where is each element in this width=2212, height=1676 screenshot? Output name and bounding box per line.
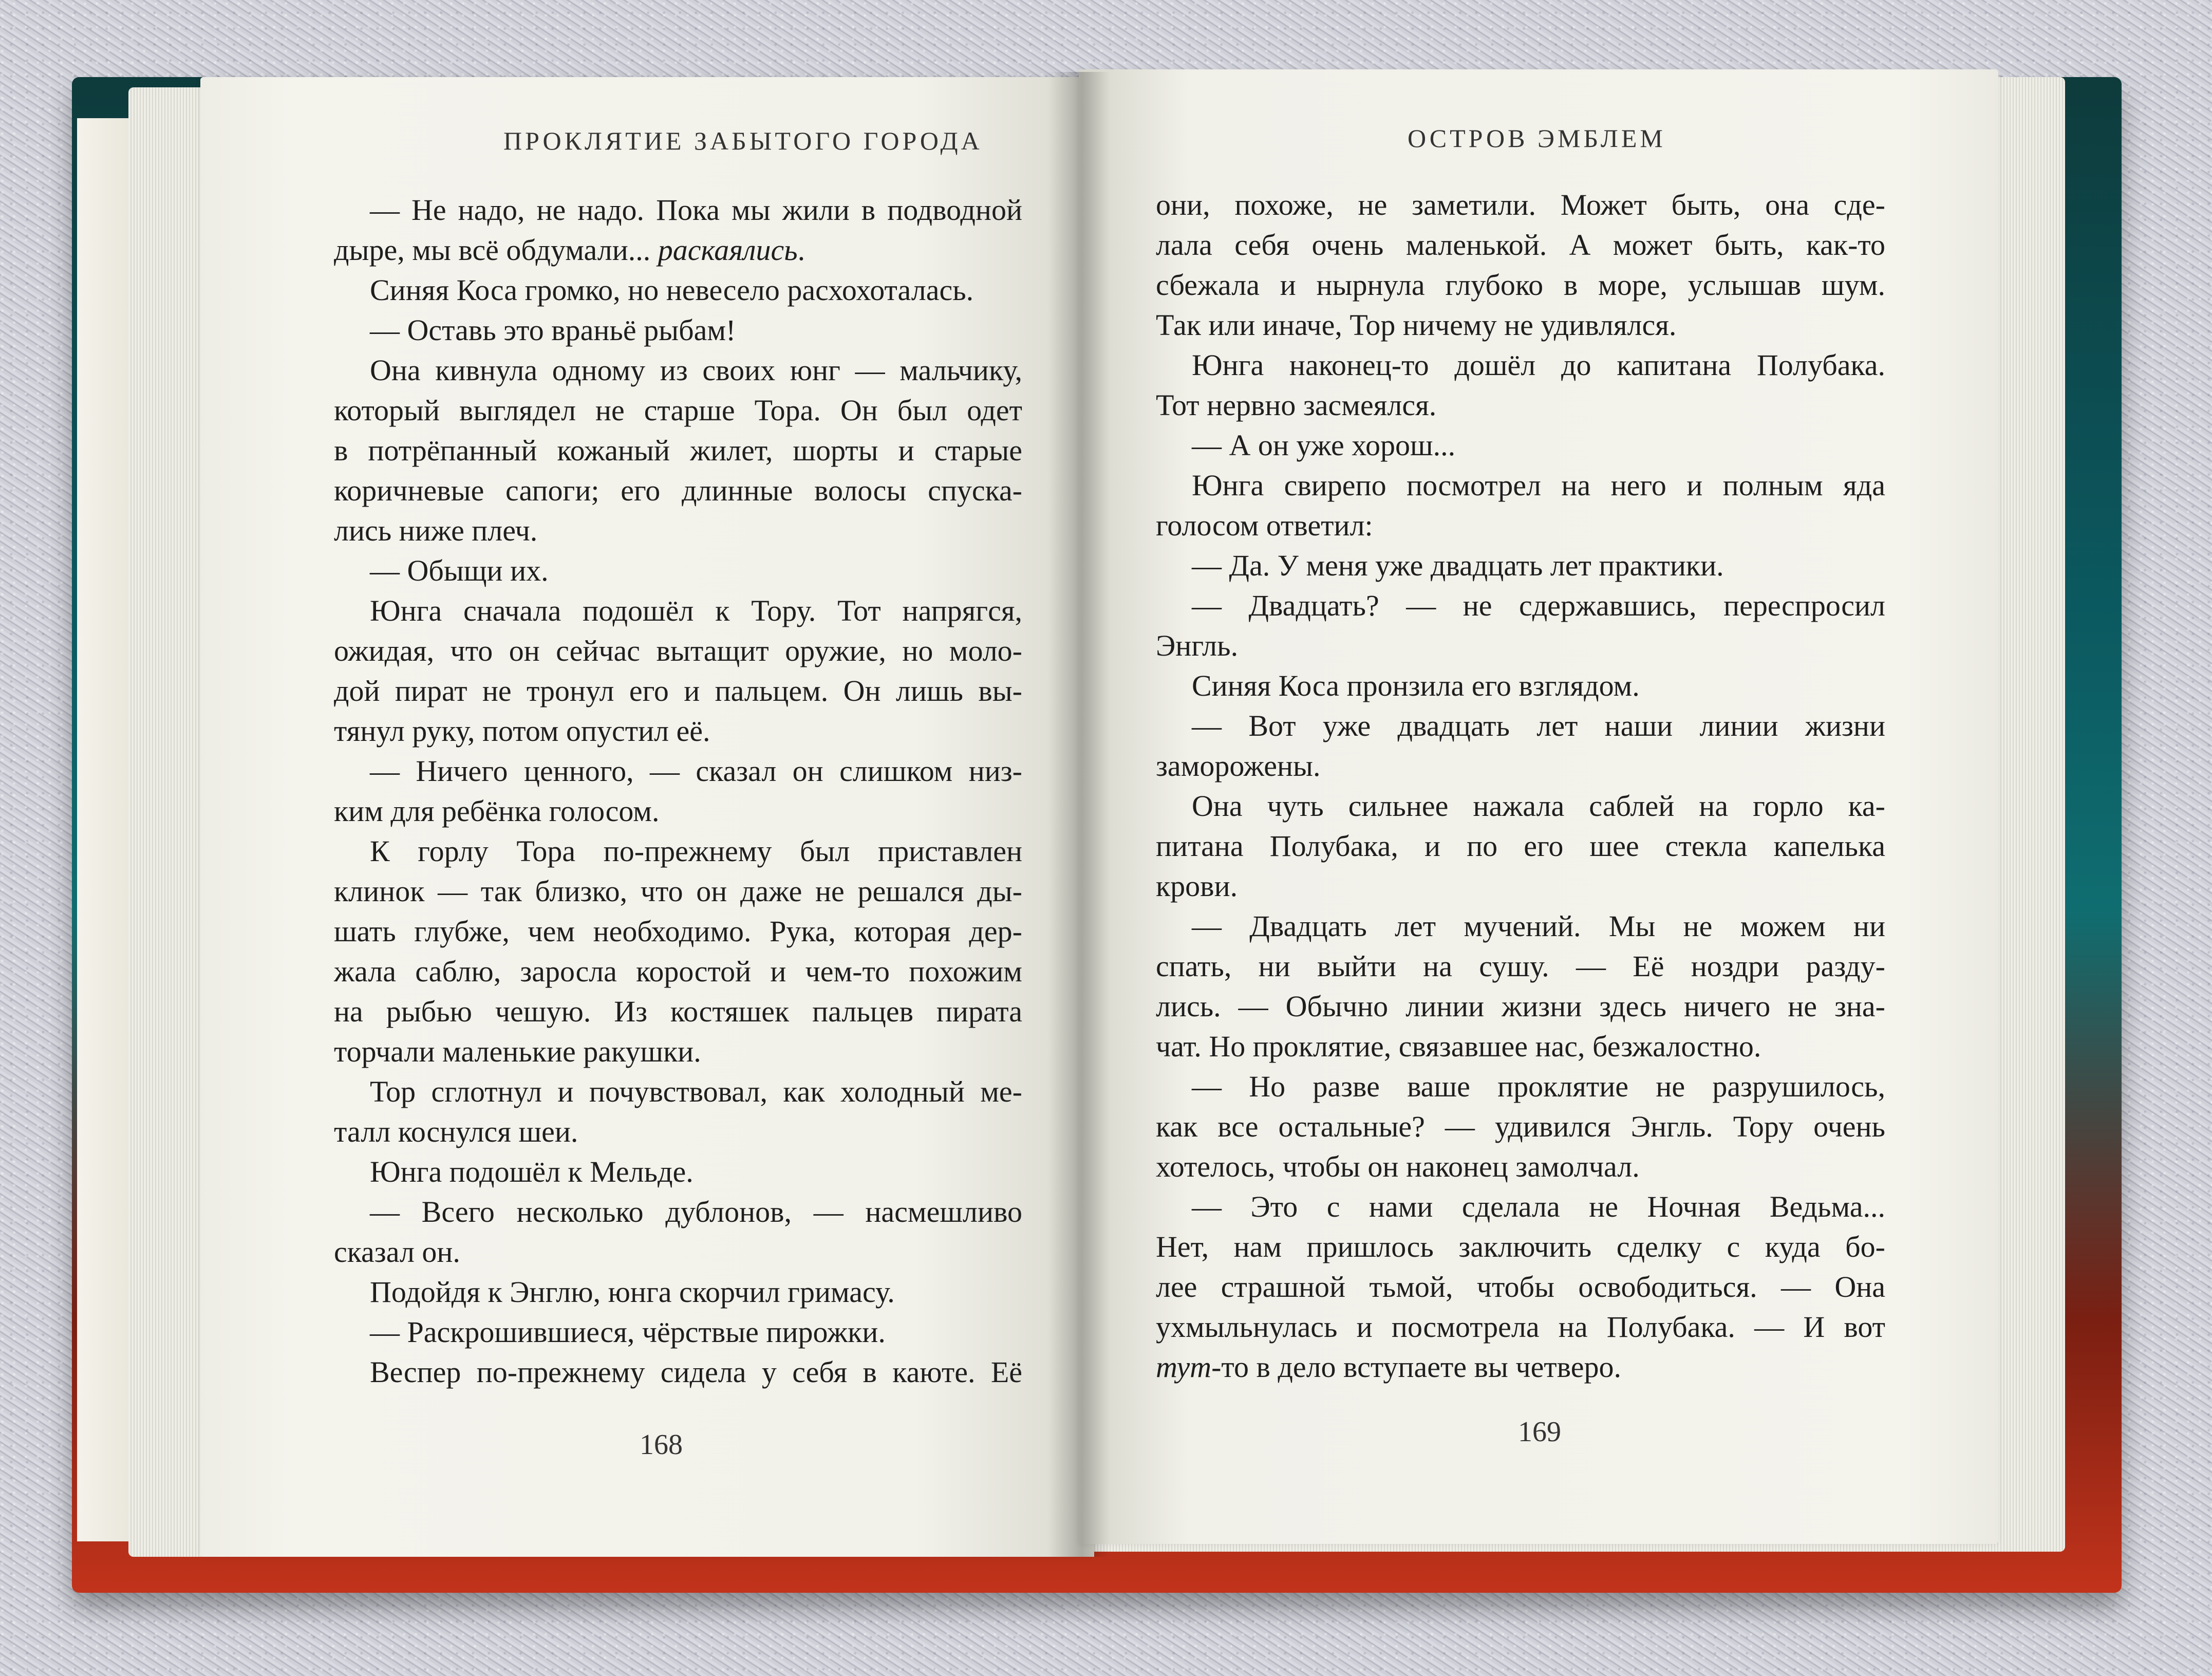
text-line (334, 390, 1022, 431)
text-line (334, 270, 1022, 310)
line-text: дой пират не тронул его и пальцем. Он лишь вы- (334, 674, 1022, 707)
line-text: — Оставь это враньё рыбам! (370, 313, 736, 347)
text-line (334, 631, 1022, 671)
line-text: Юнга подошёл к Мельде. (370, 1155, 693, 1188)
text-line (1156, 1067, 1885, 1107)
line-text: лее страшной тьмой, чтобы освободиться. — Она (1156, 1270, 1885, 1303)
line-text: Юнга наконец-то дошёл до капитана Полубака. (1192, 348, 1885, 382)
text-line (1156, 225, 1885, 265)
text-line (334, 1112, 1022, 1152)
line-text: в потрёпанный кожаный жилет, шорты и старые (334, 434, 1022, 467)
line-text: питана Полубака, и по его шее стекла капелька (1156, 829, 1885, 863)
line-text: — Не надо, не надо. Пока мы жили в подводной (370, 193, 1022, 227)
line-text: хотелось, чтобы он наконец замолчал. (1156, 1150, 1640, 1183)
left-running-head: ПРОКЛЯТИЕ ЗАБЫТОГО ГОРОДА (503, 126, 983, 155)
line-text: — Раскрошившиеся, чёрствые пирожки. (370, 1315, 886, 1349)
line-text: на рыбью чешую. Из костяшек пальцев пирата (334, 995, 1022, 1028)
text-line (334, 791, 1022, 831)
text-line (334, 1072, 1022, 1112)
text-line (1156, 866, 1885, 906)
text-line (1156, 786, 1885, 826)
text-line (334, 230, 1022, 270)
text-line (1156, 265, 1885, 305)
line-text: — Это с нами сделала не Ночная Ведьма... (1192, 1190, 1885, 1223)
text-line (1156, 986, 1885, 1027)
text-line (1156, 626, 1885, 666)
text-line (334, 591, 1022, 631)
book-gutter (1048, 72, 1110, 1557)
text-line (1156, 1307, 1885, 1347)
text-line (334, 911, 1022, 952)
text-line (1156, 546, 1885, 586)
line-text: Так или иначе, Тор ничему не удивлялся. (1156, 308, 1677, 342)
line-text: К горлу Тора по-прежнему был приставлен (370, 834, 1022, 868)
left-page-text (334, 190, 1022, 1392)
line-text: Веспер по-прежнему сидела у себя в каюте. Её (370, 1355, 1022, 1389)
text-line (334, 190, 1022, 230)
line-text: Подойдя к Энглю, юнга скорчил гримасу. (370, 1275, 895, 1309)
left-page-number: 168 (640, 1429, 683, 1461)
text-line (334, 1272, 1022, 1312)
text-line (1156, 1347, 1885, 1387)
text-line (334, 871, 1022, 911)
text-line (1156, 425, 1885, 465)
text-line (334, 1232, 1022, 1272)
text-line (1156, 1187, 1885, 1227)
text-line (1156, 1147, 1885, 1187)
text-line (334, 751, 1022, 791)
text-line (1156, 906, 1885, 946)
line-text: — Вот уже двадцать лет наши линии жизни (1192, 709, 1885, 742)
line-text: — Ничего ценного, — сказал он слишком низ- (370, 754, 1022, 788)
line-text: лись ниже плеч. (334, 514, 538, 547)
text-line (334, 350, 1022, 390)
text-line (1156, 746, 1885, 786)
text-line (334, 1312, 1022, 1352)
text-line (1156, 1027, 1885, 1067)
line-text: ожидая, что он сейчас вытащит оружие, но моло- (334, 634, 1022, 667)
text-line (334, 551, 1022, 591)
line-text: чат. Но проклятие, связавшее нас, безжалостно. (1156, 1030, 1761, 1063)
line-text: который выглядел не старше Тора. Он был одет (334, 394, 1022, 427)
text-line (334, 992, 1022, 1032)
right-page-number: 169 (1518, 1416, 1561, 1448)
text-line (334, 511, 1022, 551)
line-text: дыре, мы всё обдумали... (334, 233, 658, 267)
right-running-head: ОСТРОВ ЭМБЛЕМ (1408, 124, 1666, 153)
line-text: тянул руку, потом опустил её. (334, 714, 710, 748)
line-text: крови. (1156, 869, 1238, 903)
text-line (1156, 586, 1885, 626)
line-text: клинок — так близко, что он даже не решался ды- (334, 874, 1022, 908)
line-text: талл коснулся шеи. (334, 1115, 578, 1148)
line-text: спать, ни выйти на сушу. — Её ноздри разду- (1156, 949, 1885, 983)
text-line (334, 952, 1022, 992)
line-text: лала себя очень маленькой. А может быть, как-то (1156, 228, 1885, 262)
line-text: Синяя Коса пронзила его взглядом. (1192, 669, 1640, 702)
line-text: жала саблю, заросла коростой и чем-то похожим (334, 955, 1022, 988)
text-line (334, 310, 1022, 350)
text-line (1156, 345, 1885, 385)
line-text: — А он уже хорош... (1192, 429, 1456, 462)
text-line (1156, 385, 1885, 425)
text-line (334, 431, 1022, 471)
line-text: Она кивнула одному из своих юнг — мальчику, (370, 353, 1022, 387)
text-line (334, 1152, 1022, 1192)
line-text: — Всего несколько дублонов, — насмешливо (370, 1195, 1022, 1228)
line-text: Нет, нам пришлось заключить сделку с куда бо- (1156, 1230, 1885, 1263)
line-text: Тот нервно засмеялся. (1156, 388, 1437, 422)
text-line (1156, 666, 1885, 706)
line-text: — Двадцать? — не сдержавшись, переспросил (1192, 589, 1885, 622)
punctuation: . (797, 233, 805, 267)
text-line (334, 471, 1022, 511)
line-text: сказал он. (334, 1235, 460, 1269)
text-line (1156, 706, 1885, 746)
line-text: как все остальные? — удивился Энгль. Тору очень (1156, 1110, 1885, 1143)
text-line (334, 1032, 1022, 1072)
line-text: Юнга сначала подошёл к Тору. Тот напрягся, (370, 594, 1022, 627)
line-text: они, похоже, не заметили. Может быть, она сде- (1156, 188, 1885, 221)
line-text: торчали маленькие ракушки. (334, 1035, 701, 1068)
line-text: лись. — Обычно линии жизни здесь ничего не зна- (1156, 990, 1885, 1023)
line-text: Она чуть сильнее нажала саблей на горло ка- (1192, 789, 1885, 823)
line-text: -то в дело вступаете вы четверо. (1211, 1350, 1621, 1384)
line-text: голосом ответил: (1156, 509, 1373, 542)
text-line (1156, 1267, 1885, 1307)
line-text: — Но разве ваше проклятие не разрушилось, (1192, 1070, 1885, 1103)
line-text: шать глубже, чем необходимо. Рука, которая дер- (334, 915, 1022, 948)
line-text: Тор сглотнул и почувствовал, как холодный ме- (370, 1075, 1022, 1108)
text-line (334, 831, 1022, 871)
text-line (1156, 1107, 1885, 1147)
line-text: заморожены. (1156, 749, 1321, 783)
line-text: коричневые сапоги; его длинные волосы спуска- (334, 474, 1022, 507)
right-page-text (1156, 185, 1885, 1387)
text-line (1156, 185, 1885, 225)
line-text: — Да. У меня уже двадцать лет практики. (1192, 549, 1724, 582)
text-line (1156, 946, 1885, 986)
line-text: — Обыщи их. (370, 554, 549, 587)
line-text: Энгль. (1156, 629, 1239, 662)
line-text: сбежала и нырнула глубоко в море, услышав шум. (1156, 268, 1885, 302)
line-text: Юнга свирепо посмотрел на него и полным яда (1192, 469, 1885, 502)
text-line (334, 1352, 1022, 1392)
text-line (1156, 465, 1885, 506)
text-line (1156, 1227, 1885, 1267)
line-text: ухмыльнулась и посмотрела на Полубака. — И вот (1156, 1310, 1885, 1344)
text-line (334, 671, 1022, 711)
text-line (1156, 506, 1885, 546)
italic-word: раскаялись (658, 233, 798, 267)
text-line (1156, 305, 1885, 345)
line-text: Синяя Коса громко, но невесело расхохоталась. (370, 273, 974, 307)
line-text: — Двадцать лет мучений. Мы не можем ни (1192, 909, 1885, 943)
italic-word: тут (1156, 1350, 1212, 1384)
line-text: ким для ребёнка голосом. (334, 794, 660, 828)
text-line (334, 1192, 1022, 1232)
text-line (334, 711, 1022, 751)
text-line (1156, 826, 1885, 866)
